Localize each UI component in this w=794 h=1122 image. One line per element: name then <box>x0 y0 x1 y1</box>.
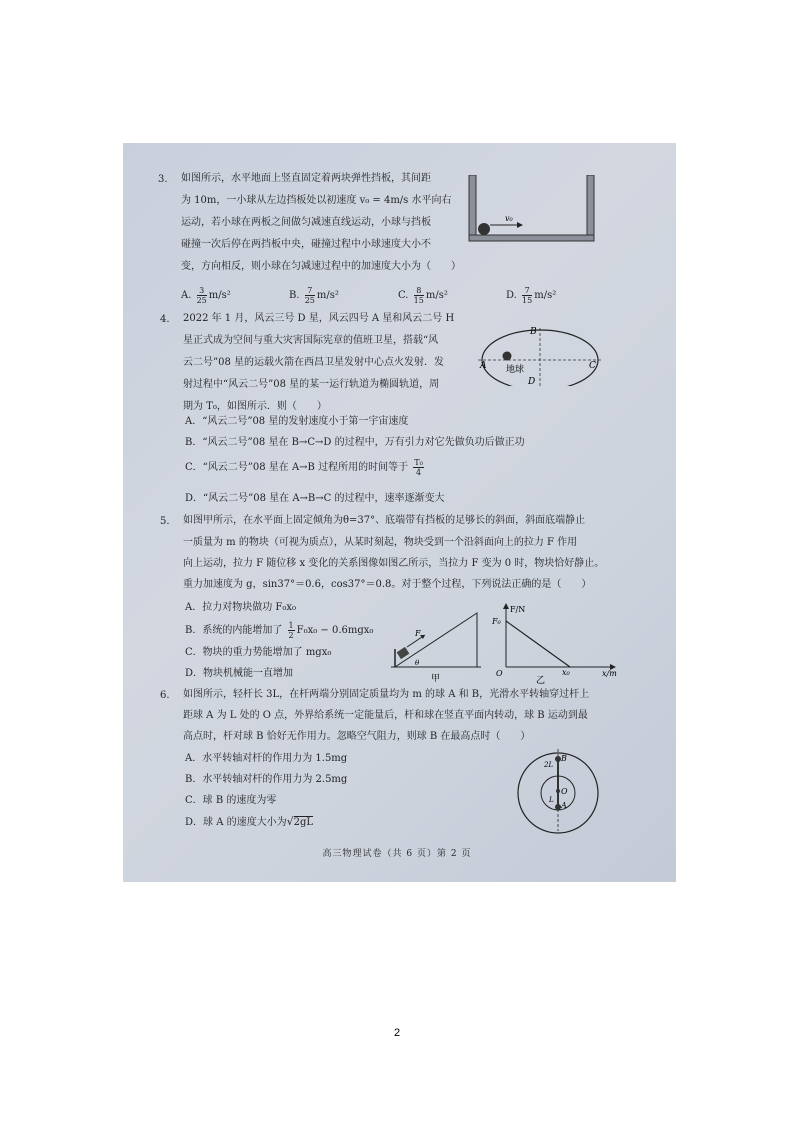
svg-text:C: C <box>589 361 596 371</box>
q3-number: 3. <box>158 174 168 185</box>
q6-rotation-figure <box>512 745 604 835</box>
q3-line-4: 碰撞一次后停在两挡板中央，碰撞过程中小球速度大小不 <box>181 239 431 250</box>
q3-option-c[interactable]: C. $\frac{8}{15}$ m/s² <box>398 286 448 305</box>
page-number: 2 <box>393 1027 401 1039</box>
q5-option-d[interactable]: D．物块机械能一直增加 <box>185 668 294 679</box>
svg-text:A: A <box>561 801 567 810</box>
svg-text:O: O <box>561 787 568 796</box>
svg-text:地球: 地球 <box>506 365 525 375</box>
svg-text:L: L <box>549 796 554 804</box>
earth-icon <box>503 352 512 361</box>
q4-line-4: 射过程中“风云二号”08 星的某一运行轨道为椭圆轨道，周 <box>183 379 440 390</box>
svg-text:O: O <box>496 669 503 678</box>
q4-line-5: 期为 T₀，如图所示．则（ ） <box>183 401 327 412</box>
q5-line-2: 一质量为 m 的物块（可视为质点），从某时刻起，物块受到一个沿斜面向上的拉力 F 作用 <box>183 537 578 548</box>
svg-text:x₀: x₀ <box>562 668 570 677</box>
svg-text:D: D <box>528 377 536 386</box>
svg-text:F₀: F₀ <box>492 617 501 626</box>
svg-text:2L: 2L <box>544 761 554 769</box>
q3-ball <box>478 223 490 235</box>
svg-text:甲: 甲 <box>431 674 441 684</box>
q3-v0-label: v₀ <box>505 214 513 223</box>
q4-option-d[interactable]: D．“风云二号”08 星在 A→B→C 的过程中，速率逐渐变大 <box>185 493 445 504</box>
q6-line-2: 距球 A 为 L 处的 O 点，外界给系统一定能量后，杆和球在竖直平面内转动，球 B 运动到最 <box>183 710 588 721</box>
q6-option-b[interactable]: B．水平转轴对杆的作用力为 2.5mg <box>185 774 348 785</box>
q3-line-1: 如图所示，水平地面上竖直固定着两块弹性挡板，其间距 <box>181 173 431 184</box>
q4-orbit-figure <box>476 316 606 386</box>
svg-text:乙: 乙 <box>536 676 546 686</box>
q5-option-a[interactable]: A．拉力对物块做功 F₀x₀ <box>185 602 296 613</box>
q3-line-3: 运动，若小球在两板之间做匀减速直线运动，小球与挡板 <box>181 217 431 228</box>
svg-text:B: B <box>530 327 537 337</box>
q4-option-a[interactable]: A．“风云二号”08 星的发射速度小于第一宇宙速度 <box>185 416 409 427</box>
q5-graph-figure <box>492 603 617 687</box>
svg-text:B: B <box>561 754 567 763</box>
svg-text:θ: θ <box>415 659 420 667</box>
q6-option-a[interactable]: A．水平转轴对杆的作用力为 1.5mg <box>185 753 348 764</box>
q3-option-b[interactable]: B. $\frac{7}{25}$ m/s² <box>289 286 339 305</box>
q6-number: 6. <box>160 690 170 701</box>
svg-text:F/N: F/N <box>510 605 526 614</box>
q6-line-3: 高点时，杆对球 B 恰好无作用力。忽略空气阻力，则球 B 在最高点时（ ） <box>183 731 531 742</box>
svg-text:F: F <box>415 629 421 638</box>
q5-block <box>397 647 410 659</box>
q5-line-1: 如图甲所示，在水平面上固定倾角为θ=37°、底端带有挡板的足够长的斜面，斜面底端静止 <box>183 515 586 526</box>
svg-text:A: A <box>480 361 487 371</box>
q4-option-c[interactable]: C．“风云二号”08 星在 A→B 过程所用的时间等于 $\frac{\text{T₀}}{4}$ <box>185 458 423 477</box>
q3-line-5: 变，方向相反，则小球在匀减速过程中的加速度大小为（ ） <box>181 261 461 272</box>
q5-incline-figure <box>385 605 485 685</box>
q5-line-3: 向上运动，拉力 F 随位移 x 变化的关系图像如图乙所示，当拉力 F 变为 0 时，物块恰好静止。 <box>183 558 605 569</box>
q5-option-b[interactable]: B．系统的内能增加了 $\frac{1}{2}$ F₀x₀ − 0.6mgx₀ <box>185 621 374 640</box>
q6-pivot-o <box>556 789 560 793</box>
q4-line-2: 星正式成为空间与重大灾害国际宪章的值班卫星，搭载“风 <box>183 335 439 346</box>
q5-option-c[interactable]: C．物块的重力势能增加了 mgx₀ <box>185 647 332 658</box>
q6-option-c[interactable]: C．球 B 的速度为零 <box>185 795 277 806</box>
q3-line-2: 为 10m，一小球从左边挡板处以初速度 v₀ = 4m/s 水平向右 <box>181 195 452 206</box>
page-footer: 高三物理试卷（共 6 页）第 2 页 <box>322 849 472 859</box>
q4-line-3: 云二号”08 星的运载火箭在西昌卫星发射中心点火发射．发 <box>183 357 445 368</box>
q5-number: 5. <box>160 516 170 527</box>
q3-option-a[interactable]: A. $\frac{3}{25}$ m/s² <box>181 286 231 305</box>
q4-line-1: 2022 年 1 月，风云三号 D 星，风云四号 A 星和风云二号 H <box>183 313 455 324</box>
q5-line-4: 重力加速度为 g，sin37°＝0.6，cos37°＝0.8。对于整个过程，下列说法正确的是（ ） <box>183 579 592 590</box>
svg-text:x/m: x/m <box>602 669 617 678</box>
q6-line-1: 如图所示，轻杆长 3L，在杆两端分别固定质量均为 m 的球 A 和 B，光滑水平转轴穿过杆上 <box>183 689 590 700</box>
q6-option-d[interactable]: D．球 A 的速度大小为√2gL <box>185 815 314 828</box>
q3-option-d[interactable]: D. $\frac{7}{15}$ m/s² <box>506 286 557 305</box>
q4-option-b[interactable]: B．“风云二号”08 星在 B→C→D 的过程中，万有引力对它先做负功后做正功 <box>185 437 525 448</box>
q4-number: 4. <box>160 314 170 325</box>
q3-figure <box>465 175 605 245</box>
